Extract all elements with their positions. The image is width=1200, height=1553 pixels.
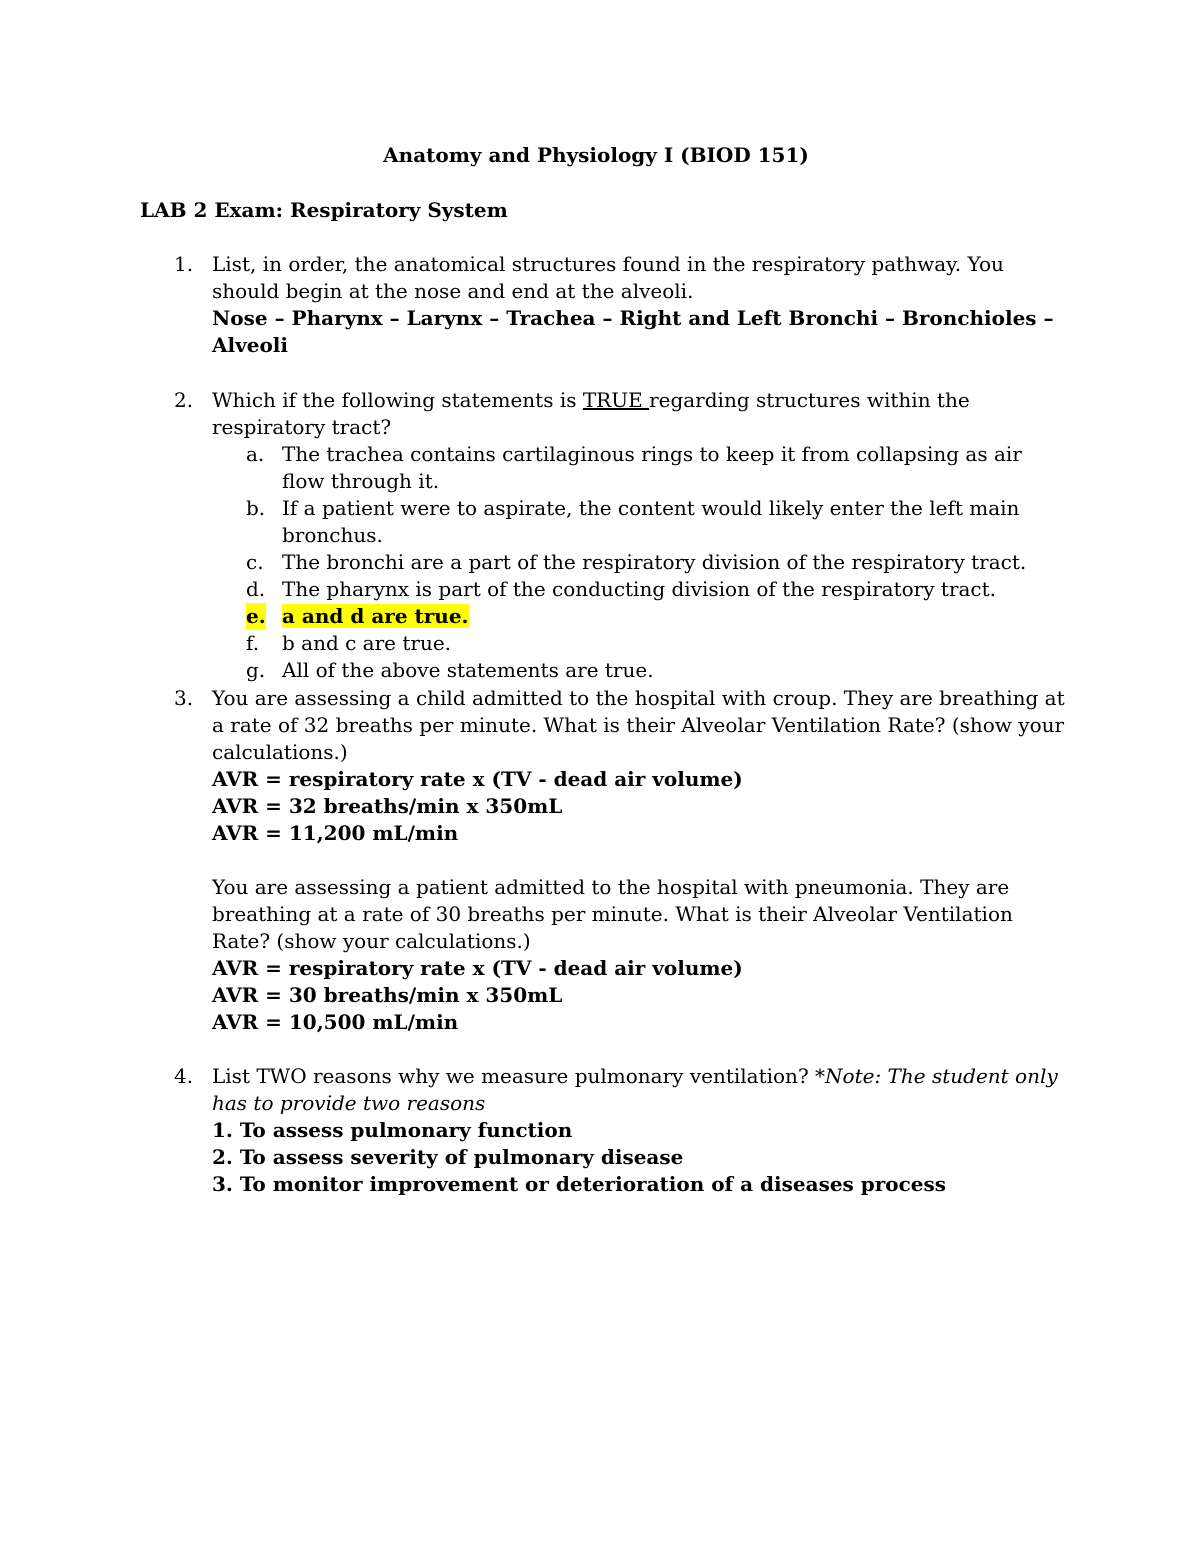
option-g — [212, 657, 1070, 684]
option-c — [212, 549, 1070, 576]
grader-note: *Note: The student only has to provide two reasons — [212, 1064, 1058, 1115]
option-d — [212, 576, 1070, 603]
option-letter: g. — [246, 658, 266, 682]
option-b — [212, 495, 1070, 549]
spacer — [212, 847, 1070, 874]
option-letter: e. — [246, 604, 266, 628]
question-2 — [140, 387, 1070, 684]
answer-text: Nose – Pharynx – Larynx – Trachea – Right and Left Bronchi – Bronchioles – Alveoli — [212, 306, 1054, 357]
answer-line: 2. To assess severity of pulmonary disease — [212, 1145, 684, 1169]
option-text: b and c are true. — [282, 631, 452, 655]
option-a — [212, 441, 1070, 495]
option-e-correct — [212, 603, 1070, 630]
option-f — [212, 630, 1070, 657]
question-text — [212, 387, 1070, 441]
option-text: All of the above statements are true. — [282, 658, 654, 682]
calculation-line: AVR = 10,500 mL/min — [212, 1010, 459, 1034]
question-text-part: regarding structures within the respiratory tract? — [212, 388, 970, 439]
question-number: 3. — [174, 686, 194, 710]
option-letter: c. — [246, 550, 264, 574]
calculation-line: AVR = 11,200 mL/min — [212, 821, 459, 845]
section-title: LAB 2 Exam: Respiratory System — [140, 198, 508, 222]
option-text: The pharynx is part of the conducting division of the respiratory tract. — [282, 577, 996, 601]
calculation-line: AVR = respiratory rate x (TV - dead air volume) — [212, 956, 743, 980]
question-text: You are assessing a child admitted to the hospital with croup. They are breathing at a rate of 32 breaths per minute. What is their Alveolar Ventilation Rate? (show your calculations.) — [212, 686, 1065, 764]
calculation-line: AVR = 32 breaths/min x 350mL — [212, 794, 563, 818]
option-text-highlighted: a and d are true. — [282, 604, 469, 628]
option-letter: b. — [246, 496, 266, 520]
answer-line: 1. To assess pulmonary function — [212, 1118, 573, 1142]
question-text-part: List TWO reasons why we measure pulmonary ventilation? — [212, 1064, 816, 1088]
question-text: You are assessing a patient admitted to the hospital with pneumonia. They are breathing at a rate of 30 breaths per minute. What is their Alveolar Ventilation Rate? (show your calculations.) — [212, 875, 1013, 953]
option-letter: d. — [246, 577, 266, 601]
question-4 — [140, 1063, 1070, 1198]
calculation-line: AVR = 30 breaths/min x 350mL — [212, 983, 563, 1007]
option-letter: f. — [246, 631, 260, 655]
option-letter: a. — [246, 442, 265, 466]
option-text: The trachea contains cartilaginous rings to keep it from collapsing as air flow through it. — [282, 442, 1022, 493]
question-number: 1. — [174, 252, 194, 276]
question-number: 4. — [174, 1064, 194, 1088]
question-3 — [140, 685, 1070, 1036]
question-text — [212, 1063, 1070, 1117]
question-text-part: Which if the following statements is — [212, 388, 583, 412]
question-text-underlined: TRUE — [582, 388, 650, 412]
calculation-line: AVR = respiratory rate x (TV - dead air volume) — [212, 767, 743, 791]
option-text: If a patient were to aspirate, the content would likely enter the left main bronchus. — [282, 496, 1020, 547]
option-text: The bronchi are a part of the respiratory division of the respiratory tract. — [282, 550, 1027, 574]
question-text: List, in order, the anatomical structures found in the respiratory pathway. You should begin at the nose and end at the alveoli. — [212, 252, 1004, 303]
document-title: Anatomy and Physiology I (BIOD 151) — [383, 143, 809, 167]
question-number: 2. — [174, 388, 194, 412]
question-1 — [140, 251, 1070, 359]
answer-line: 3. To monitor improvement or deterioration of a diseases process — [212, 1172, 947, 1196]
